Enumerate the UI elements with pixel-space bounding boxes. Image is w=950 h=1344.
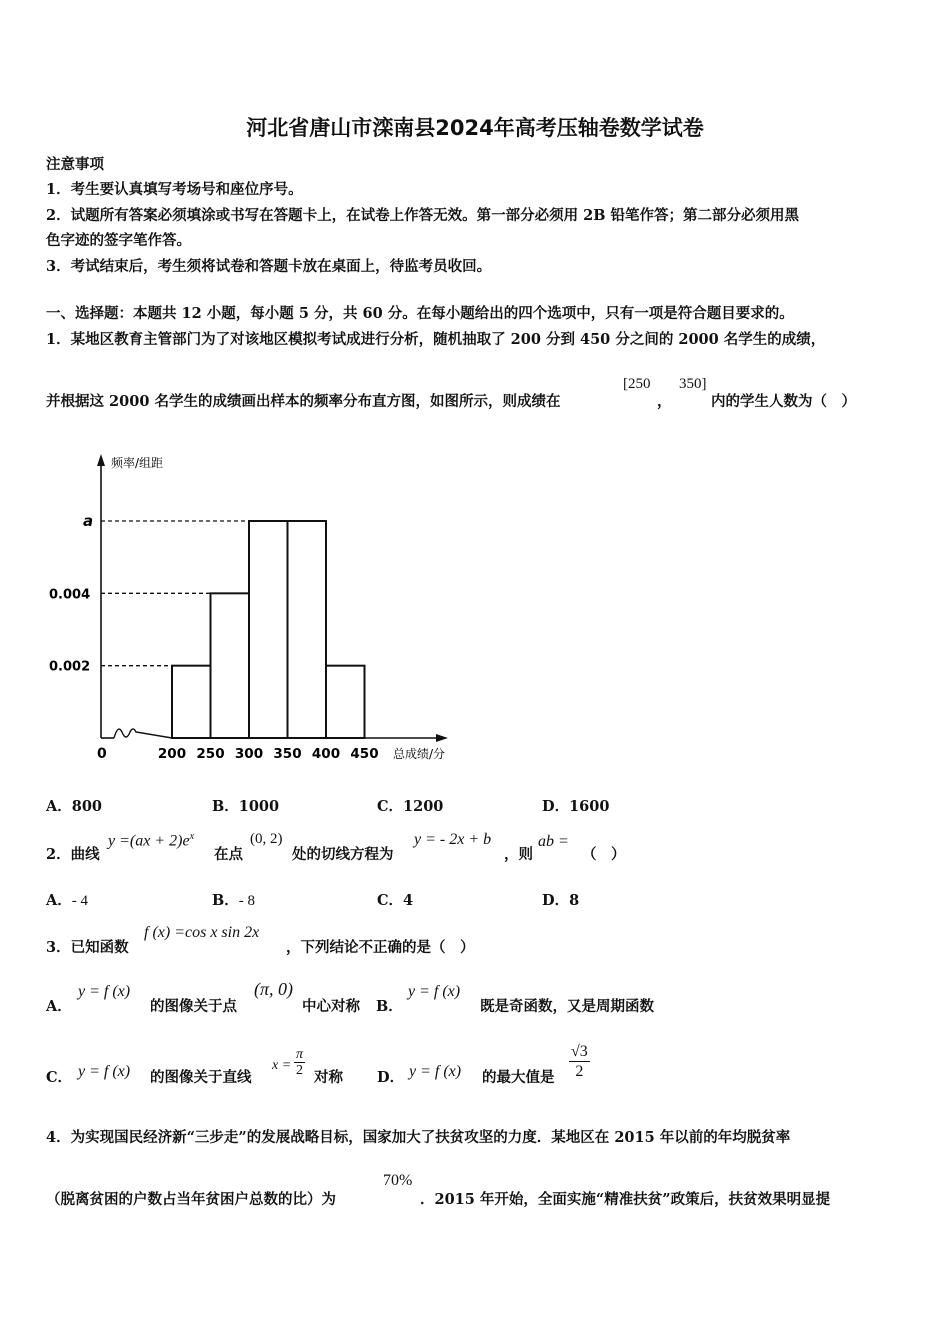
q3-option-c-text2: 对称 <box>314 1069 343 1086</box>
q3-option-d-num: √3 <box>571 1043 588 1060</box>
notice-heading: 注意事项 <box>46 156 104 173</box>
q3-option-a-letter: A． <box>46 998 72 1015</box>
q3-option-a-text: 的图像关于点 <box>150 998 237 1015</box>
q3-option-d-func: y = f (x) <box>409 1063 462 1080</box>
q2-option-c-letter: C． <box>377 892 404 909</box>
q2-then: ，则 <box>504 846 533 863</box>
q3-option-d-den: 2 <box>575 1063 584 1080</box>
q3-option-b-letter: B． <box>376 998 403 1015</box>
q2-tangent: y = - 2x + b <box>414 831 492 848</box>
x-axis-label: 总成绩/分 <box>393 747 446 761</box>
q2-curve <box>108 831 194 850</box>
section-heading: 一、选择题：本题共 12 小题，每小题 5 分，共 60 分。在每小题给出的四个选项中，只有一项是符合题目要求的。 <box>46 305 794 322</box>
q4-line1: 4．为实现国民经济新“三步走”的发展战略目标，国家加大了扶贫攻坚的力度．某地区在 2015 年以前的年均脱贫率 <box>46 1129 791 1146</box>
q3-option-a-func: y = f (x) <box>78 983 131 1000</box>
histogram-bar <box>249 521 288 738</box>
q2-curve-exp: x <box>189 831 195 842</box>
q3-prefix: 3．已知函数 <box>46 939 129 956</box>
q3-suffix: ，下列结论不正确的是（ ） <box>286 939 475 956</box>
histogram-bar <box>211 593 250 738</box>
q3-option-c-letter: C． <box>46 1069 73 1086</box>
q2-option-a-value: - 4 <box>71 893 89 909</box>
q2-option-b-letter: B． <box>212 892 239 909</box>
notice-item-2-cont: 色字迹的签字笔作答。 <box>46 232 191 249</box>
q2-ab: ab = <box>538 833 569 850</box>
histogram-bar <box>326 666 365 738</box>
q4-line2-pre: （脱离贫困的户数占当年贫困户总数的比）为 <box>46 1191 336 1208</box>
x-tick-label: 300 <box>234 746 264 762</box>
x-tick-label: 450 <box>350 746 379 762</box>
q3-option-a-text2: 中心对称 <box>302 998 360 1015</box>
q2-curve-expr: y =(ax + 2)e <box>108 832 190 850</box>
notice-item-3: 3．考试结束后，考生须将试卷和答题卡放在桌面上，待监考员收回。 <box>46 258 492 275</box>
q3-option-d-fraction <box>569 1042 590 1081</box>
q3-option-d-letter: D． <box>377 1069 405 1086</box>
q2-prefix: 2．曲线 <box>46 846 100 863</box>
histogram-bar <box>288 521 327 738</box>
page-title: 河北省唐山市滦南县2024年高考压轴卷数学试卷 <box>246 116 704 140</box>
y-axis-arrow <box>97 454 105 466</box>
q2-option-d <box>542 889 579 910</box>
q4-line2-post: ．2015 年开始，全面实施“精准扶贫”政策后，扶贫效果明显提 <box>420 1191 831 1208</box>
x-tick-label: 200 <box>157 746 187 762</box>
q2-tangent-text: 处的切线方程为 <box>292 846 394 863</box>
y-axis-label: 频率/组距 <box>111 456 164 470</box>
q3-option-b-func: y = f (x) <box>408 983 461 1000</box>
q2-option-c-value: 4 <box>403 892 414 909</box>
q3-option-c-num: π <box>296 1047 304 1062</box>
y-tick-label: 0.004 <box>49 587 91 603</box>
q2-option-c <box>377 889 413 910</box>
origin-label: 0 <box>97 746 107 762</box>
q1-line2-pre: 并根据这 2000 名学生的成绩画出样本的频率分布直方图，如图所示，则成绩在 <box>46 393 561 410</box>
q4-rate: 70% <box>383 1172 413 1189</box>
x-tick-label: 250 <box>196 746 225 762</box>
q1-interval-right: 350] <box>679 376 707 392</box>
notice-item-2: 2．试题所有答案必须填涂或书写在答题卡上，在试卷上作答无效。第一部分必须用 2B 铅笔作答；第二部分必须用黑 <box>46 207 800 224</box>
q1-line2-post: 内的学生人数为（ ） <box>711 393 856 410</box>
q2-option-b <box>212 889 255 910</box>
q1-option-b: B．1000 <box>212 798 280 815</box>
x-axis-arrow <box>436 734 448 742</box>
y-tick-label: a <box>83 512 94 530</box>
q2-option-d-letter: D． <box>542 892 570 909</box>
x-tick-label: 400 <box>311 746 341 762</box>
q1-line1: 1．某地区教育主管部门为了对该地区模拟考试成进行分析，随机抽取了 200 分到 450 分之间的 2000 名学生的成绩， <box>46 331 826 348</box>
q3-option-c-den: 2 <box>296 1063 303 1078</box>
q3-option-c-x: x = <box>272 1058 292 1073</box>
q2-option-b-value: - 8 <box>238 893 256 909</box>
histogram-bar <box>172 666 211 738</box>
frequency-histogram <box>40 440 470 780</box>
q3-option-b-text: 既是奇函数，又是周期函数 <box>480 998 654 1015</box>
q3-option-c-text: 的图像关于直线 <box>150 1069 252 1086</box>
q2-option-a-letter: A． <box>46 892 72 909</box>
q3-option-c-func: y = f (x) <box>78 1063 131 1080</box>
q1-option-a: A．800 <box>46 798 103 815</box>
q3-option-d-text: 的最大值是 <box>482 1069 555 1086</box>
x-tick-label: 350 <box>273 746 302 762</box>
q1-option-d: D．1600 <box>542 798 610 815</box>
q3-option-c-fraction <box>294 1047 305 1078</box>
q2-blank: （ ） <box>582 846 626 863</box>
q2-option-a <box>46 889 88 910</box>
q1-option-c: C．1200 <box>377 798 444 815</box>
q3-func: f (x) =cos x sin 2x <box>144 924 260 941</box>
y-tick-label: 0.002 <box>49 659 91 675</box>
x-axis-break <box>114 729 172 738</box>
q1-interval-comma: ， <box>657 393 672 410</box>
notice-item-1: 1．考生要认真填写考场号和座位序号。 <box>46 181 303 198</box>
q3-option-a-point: (π, 0) <box>254 979 294 999</box>
q2-option-d-value: 8 <box>569 892 580 909</box>
q1-interval-left: [250 <box>623 376 651 392</box>
q2-at-point: 在点 <box>214 846 243 863</box>
q2-point: (0, 2) <box>250 831 283 847</box>
